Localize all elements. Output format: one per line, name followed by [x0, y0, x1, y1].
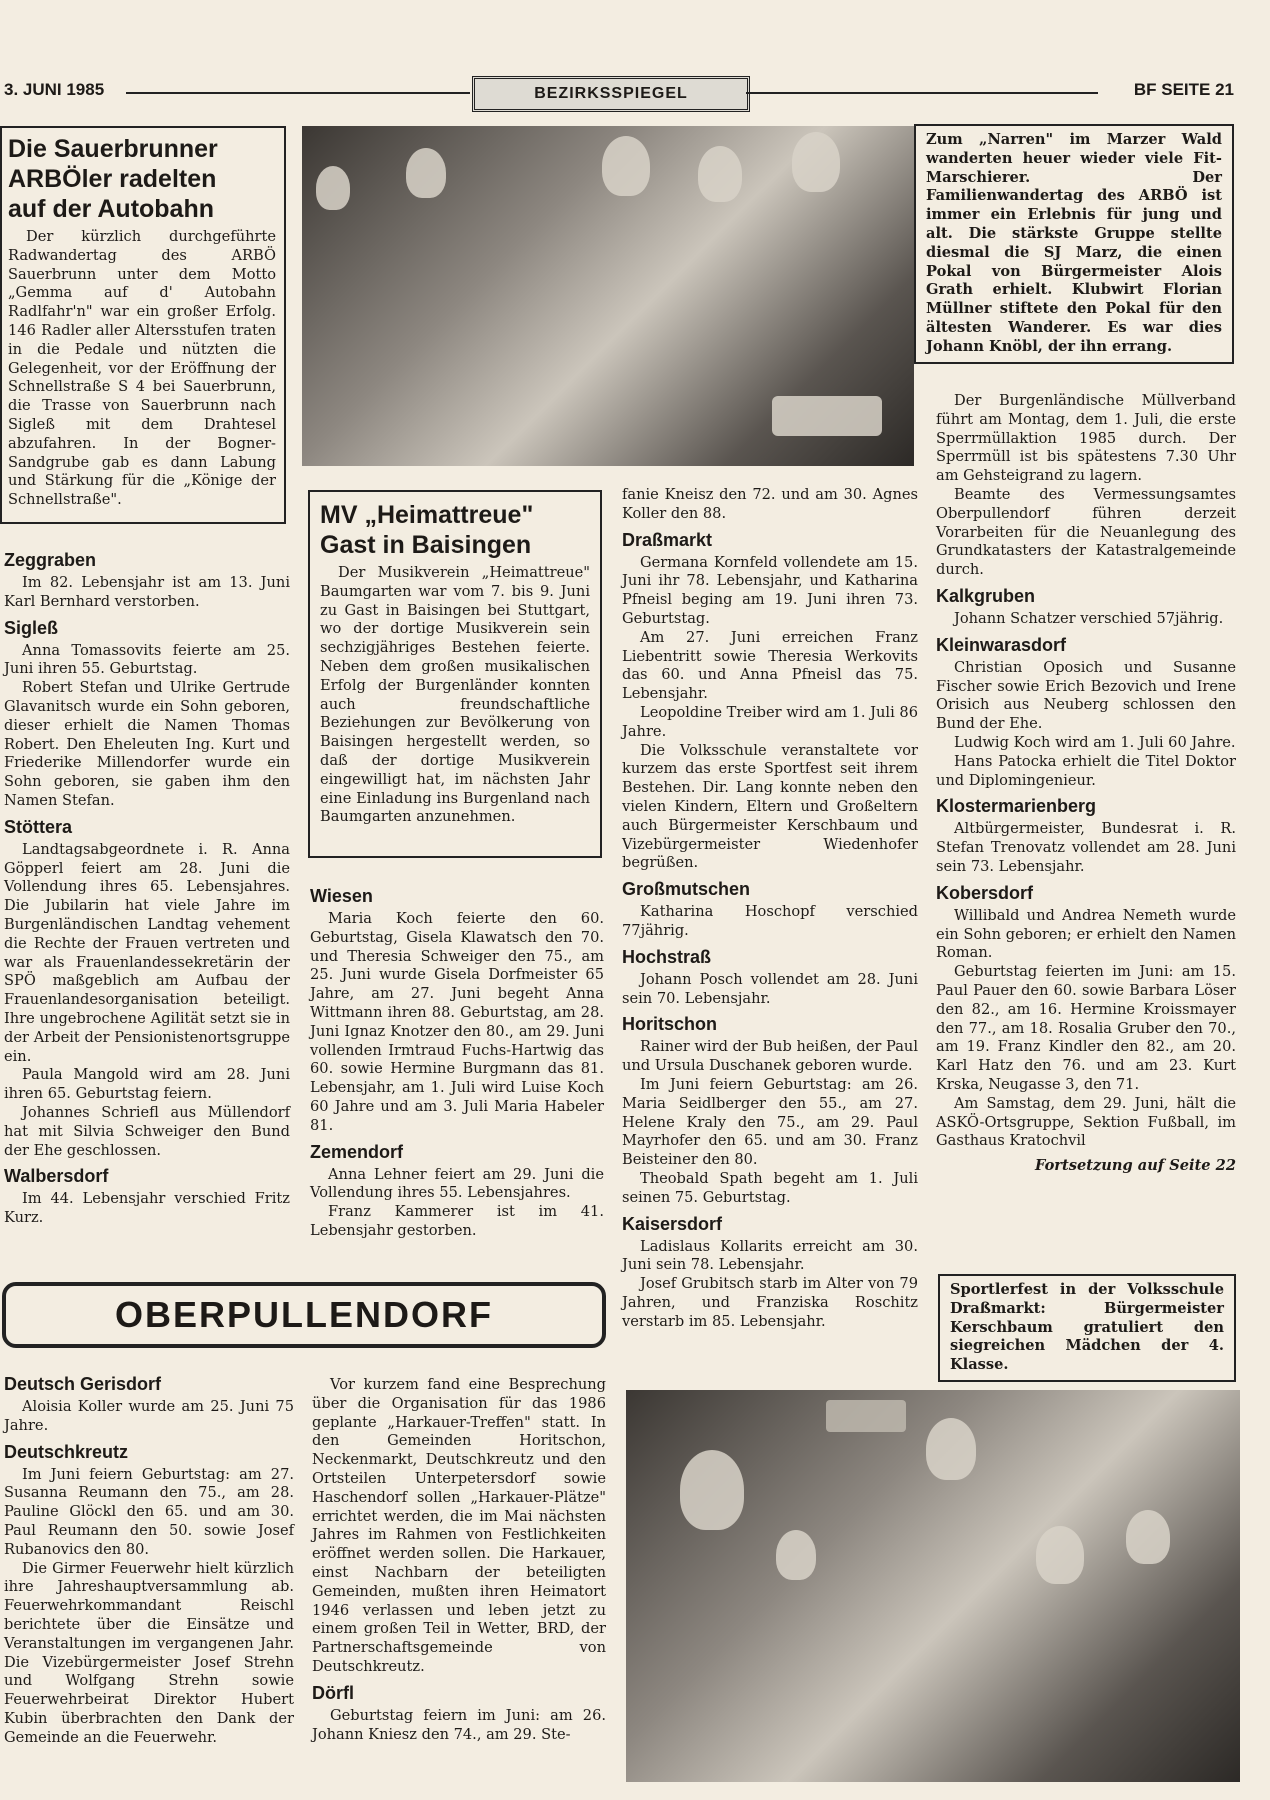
paragraph: Josef Grubitsch starb im Alter von 79 Jahren, und Franziska Roschitz verstarb im 85. Lebensjahr.	[622, 1275, 918, 1330]
lede-headline	[8, 134, 276, 224]
paragraph: Vor kurzem fand eine Besprechung über die Organisation für das 1986 geplante „Harkauer-Treffen" statt. In den Gemeinden Horitschon, Neckenmarkt, Deutschkreutz und den Ortsteilen Unterpetersdorf sowie Haschendorf sollen „Harkauer-Plätze" errichtet werden, die im Mai nächsten Jahres im Rahmen von Festlichkeiten eröffnet werden sollen. Die Harkauer, einst Nachbarn der beteiligten Gemeinden, mußten ihren Heimatort 1946 verlassen und leben jetzt zu einem großen Teil in Wetter, BRD, der Partnerschaftsgemeinde von Deutschkreutz.	[312, 1376, 606, 1675]
paragraph: Die Girmer Feuerwehr hielt kürzlich ihre Jahreshauptversammlung ab. Feuerwehrkommandant Reischl berichtete über die Einsätze und Veranstaltungen im vergangenen Jahr. Die Vizebürgermeister Josef Strehn und Wolfgang Strehn sowie Feuerwehrbeirat Direktor Hubert Kubin überbrachten den Dank der Gemeinde an die Feuerwehr.	[4, 1559, 294, 1746]
issue-date: 3. JUNI 1985	[4, 80, 105, 99]
col2-notes	[310, 880, 604, 1241]
region-banner: OBERPULLENDORF	[2, 1282, 606, 1348]
section-heading: Sigleß	[4, 617, 59, 638]
section-heading: Draßmarkt	[622, 529, 713, 550]
section-heading: Klostermarienberg	[936, 796, 1097, 817]
section-rubric: BEZIRKSSPIEGEL	[472, 76, 750, 112]
paragraph: Johannes Schriefl aus Müllendorf hat mit Silvia Schweiger den Bund der Ehe geschlossen.	[4, 1103, 290, 1159]
section-heading: Hochstraß	[622, 946, 712, 967]
paragraph: Geburtstag feierten im Juni: am 15. Paul Pauer den 60. sowie Barbara Löser den 82., am 16. Hermine Kroissmayer den 77., am 18. Rosalia Gruber den 70., am 19. Franz Kindler den 82., am 20. Karl Hatz den 76. und am 23. Kurt Krska, Neugasse 3, den 71.	[936, 963, 1236, 1093]
paragraph: Johann Posch vollendet am 28. Juni sein 70. Lebensjahr.	[622, 970, 918, 1007]
paragraph: Hans Patocka erhielt die Titel Doktor und Diplomingenieur.	[936, 752, 1236, 789]
paragraph: Altbürgermeister, Bundesrat i. R. Stefan Trenovatz vollendet am 28. Juni sein 73. Lebensjahr.	[936, 820, 1236, 875]
paragraph: Paula Mangold wird am 28. Juni ihren 65. Geburtstag feiern.	[4, 1066, 290, 1103]
mv-story	[308, 490, 602, 858]
section-heading: Kobersdorf	[936, 882, 1034, 903]
col3-notes	[622, 486, 918, 1331]
paragraph: Katharina Hoschopf verschied 77jährig.	[622, 903, 918, 939]
lede-body: Der kürzlich durchgeführte Radwandertag des ARBÖ Sauerbrunn unter dem Motto „Gemma auf d' Autobahn Radlfahr'n" war ein großer Erfolg. 146 Radler aller Altersstufen traten in die Pedale und nützten die Gelegenheit, vor der Eröffnung der Schnellstraße S 4 bei Sauerbrunn, die Trasse von Sauerbrunn nach Sigleß mit dem Drahtesel abzufahren. In der Bogner-Sandgrube gab es dann Labung und Stärkung für die „Könige der Schnellstraße".	[8, 228, 276, 509]
bottom-col2-notes	[312, 1376, 606, 1744]
col1-notes	[4, 544, 290, 1228]
section-heading: Großmutschen	[622, 879, 751, 900]
paragraph: Ladislaus Kollarits erreicht am 30. Juni sein 78. Lebensjahr.	[622, 1237, 918, 1274]
header-rule-right	[746, 92, 1098, 94]
paragraph: Im Juni feiern Geburtstag: am 27. Susanna Reumann den 75., am 28. Pauline Glöckl den 65. und am 30. Paul Reumann den 50. sowie Josef Rubanovics den 80.	[4, 1465, 294, 1558]
paragraph: Beamte des Vermessungsamtes Oberpullendorf führen derzeit Vorarbeiten für die Neuanlegung des Grundkatasters der Katastralgemeinde durch.	[936, 485, 1236, 579]
paragraph: Leopoldine Treiber wird am 1. Juli 86 Jahre.	[622, 703, 918, 740]
paragraph: fanie Kneisz den 72. und am 30. Agnes Koller den 88.	[622, 486, 918, 522]
paragraph: Franz Kammerer ist im 41. Lebensjahr gestorben.	[310, 1203, 604, 1239]
paragraph: Der Burgenländische Müllverband führt am Montag, dem 1. Juli, die erste Sperrmüllaktion 1985 durch. Der Sperrmüll ist bis spätestens 7.30 Uhr am Gehsteigrand zu lagern.	[936, 392, 1236, 485]
paragraph: Rainer wird der Bub heißen, der Paul und Ursula Duschanek geboren wurde.	[622, 1038, 918, 1075]
section-heading: Deutschkreutz	[4, 1441, 129, 1462]
section-heading: Kalkgruben	[936, 585, 1036, 606]
paragraph: Am 27. Juni erreichen Franz Liebentritt sowie Theresia Werkovits das 60. und Anna Pfneisl das 75. Lebensjahr.	[622, 628, 918, 703]
paragraph: Willibald und Andrea Nemeth wurde ein Sohn geboren; er erhielt den Namen Roman.	[936, 906, 1236, 962]
header-rule-left	[126, 92, 470, 94]
paragraph: Im Juni feiern Geburtstag: am 26. Maria Seidlberger den 55., am 27. Helene Kraly den 75., am 29. Paul Mayrhofer den 65. und am 30. Franz Beisteiner den 80.	[622, 1075, 918, 1169]
section-heading: Dörfl	[312, 1682, 354, 1703]
paragraph: Die Volksschule veranstaltete vor kurzem das erste Sportfest seit ihrem Bestehen. Dir. Lang konnte neben den vielen Kindern, Eltern und Großeltern auch Bürgermeister Kerschbaum und Vizebürgermeister Wiedenhofer begrüßen.	[622, 741, 918, 872]
paragraph: Germana Kornfeld vollendete am 15. Juni ihr 78. Lebensjahr, und Katharina Pfneisl beging am 19. Juni ihren 73. Geburtstag.	[622, 553, 918, 627]
lede-headline-line: ARBÖler radelten	[8, 165, 217, 193]
mv-body: Der Musikverein „Heimattreue" Baumgarten war vom 7. bis 9. Juni zu Gast in Baisingen bei Stuttgart, wo der dortige Musikverein sein sechzigjähriges Bestehen feierte. Neben dem großen musikalischen Erfolg der Burgenländer konnten auch freundschaftliche Beziehungen zur Bevölkerung von Baisingen hergestellt werden, so daß der dortige Musikverein eingewilligt hat, im nächsten Jahr eine Einladung ins Burgenland nach Baumgarten anzunehmen.	[320, 564, 590, 826]
paragraph: Ludwig Koch wird am 1. Juli 60 Jahre.	[954, 733, 1236, 751]
section-heading: Zemendorf	[310, 1141, 404, 1162]
continuation-note: Fortsetzung auf Seite 22	[1035, 1157, 1236, 1175]
section-heading: Horitschon	[622, 1014, 718, 1035]
paragraph: Am Samstag, dem 29. Juni, hält die ASKÖ-Ortsgruppe, Sektion Fußball, im Gasthaus Kratochvil	[936, 1094, 1236, 1150]
lede-story	[0, 126, 286, 524]
section-heading: Deutsch Gerisdorf	[4, 1374, 162, 1394]
mv-headline-line: Gast in Baisingen	[320, 531, 532, 559]
photo-caption-sportfest: Sportlerfest in der Volksschule Draßmarkt: Bürgermeister Kerschbaum gratuliert den siegreichen Mädchen der 4. Klasse.	[938, 1274, 1236, 1382]
paragraph: Christian Oposich und Susanne Fischer sowie Erich Bezovich und Irene Orisich aus Neuberg schlossen den Bund der Ehe.	[936, 658, 1236, 733]
section-heading: Kaisersdorf	[622, 1213, 723, 1234]
paragraph: Johann Schatzer verschied 57jährig.	[954, 609, 1224, 627]
paragraph: Theobald Spath begeht am 1. Juli seinen 75. Geburtstag.	[622, 1169, 918, 1206]
paragraph: Maria Koch feierte den 60. Geburtstag, Gisela Klawatsch den 70. und Theresia Schweiger den 75., am 25. Juni wurde Gisela Dorfmeister 65 Jahre, am 27. Juni begeht Anna Wittmann ihren 88. Geburtstag, am 28. Juni Ignaz Knotzer den 80., am 29. Juni vollenden Irmtraud Fuchs-Hartwig das 60. sowie Hermine Burgmann das 81. Lebensjahr, am 1. Juli wird Luise Koch 60 Jahre und am 3. Juli Maria Habeler 81.	[310, 910, 604, 1134]
paragraph: Anna Tomassovits feierte am 25. Juni ihren 55. Geburtstag.	[4, 641, 290, 678]
page-number: BF SEITE 21	[1133, 80, 1234, 99]
mv-headline-line: MV „Heimattreue"	[320, 501, 534, 529]
paragraph: Anna Lehner feiert am 29. Juni die Vollendung ihres 55. Lebensjahres.	[310, 1165, 604, 1202]
sportfest-photo	[626, 1390, 1240, 1782]
paragraph: Landtagsabgeordnete i. R. Anna Göpperl feiert am 28. Juni die Vollendung ihres 65. Lebensjahres. Die Jubilarin hat viele Jahre im Burgenländischen Landtag vehement die Rechte der Frauen vertreten und war als Frauenlandessekretärin der SPÖ maßgeblich am Aufbau der Frauenlandesorganisation beteiligt. Ihre ungebrochene Agilität setzt sie in der Arbeit der Pensionistenortsgruppe ein.	[4, 840, 290, 1065]
paragraph: Im 44. Lebensjahr verschied Fritz Kurz.	[4, 1190, 290, 1227]
bottom-col1-notes	[4, 1368, 294, 1748]
section-heading: Zeggraben	[4, 550, 97, 570]
lede-headline-line: Die Sauerbrunner	[8, 135, 218, 163]
section-heading: Kleinwarasdorf	[936, 634, 1067, 655]
mv-headline	[320, 500, 590, 560]
photo-caption-hiking: Zum „Narren" im Marzer Wald wanderten heuer wieder viele Fit-Marschierer. Der Familienwandertag des ARBÖ ist immer ein Erlebnis für jung und alt. Die stärkste Gruppe stellte diesmal die SJ Marz, die einen Pokal von Bürgermeister Alois Grath erhielt. Klubwirt Florian Müllner stiftete den Pokal für den ältesten Wanderer. Es war dies Johann Knöbl, der ihn errang.	[914, 124, 1234, 364]
paragraph: Geburtstag feiern im Juni: am 26. Johann Kniesz den 74., am 29. Ste-	[312, 1706, 606, 1743]
section-heading: Walbersdorf	[4, 1166, 109, 1187]
paragraph: Aloisia Koller wurde am 25. Juni 75 Jahre.	[4, 1398, 294, 1434]
hiking-group-photo	[302, 126, 914, 466]
section-heading: Wiesen	[310, 886, 373, 906]
paragraph: Im 82. Lebensjahr ist am 13. Juni Karl Bernhard verstorben.	[4, 574, 290, 610]
section-heading: Stöttera	[4, 816, 73, 837]
col4-notes	[936, 392, 1236, 1174]
paragraph: Robert Stefan und Ulrike Gertrude Glavanitsch wurde ein Sohn geboren, dieser erhielt die Namen Thomas Robert. Den Eheleuten Ing. Kurt und Friederike Millendorfer wurde ein Sohn geboren, sie gaben ihm den Namen Stefan.	[4, 679, 290, 809]
lede-headline-line: auf der Autobahn	[8, 195, 215, 223]
